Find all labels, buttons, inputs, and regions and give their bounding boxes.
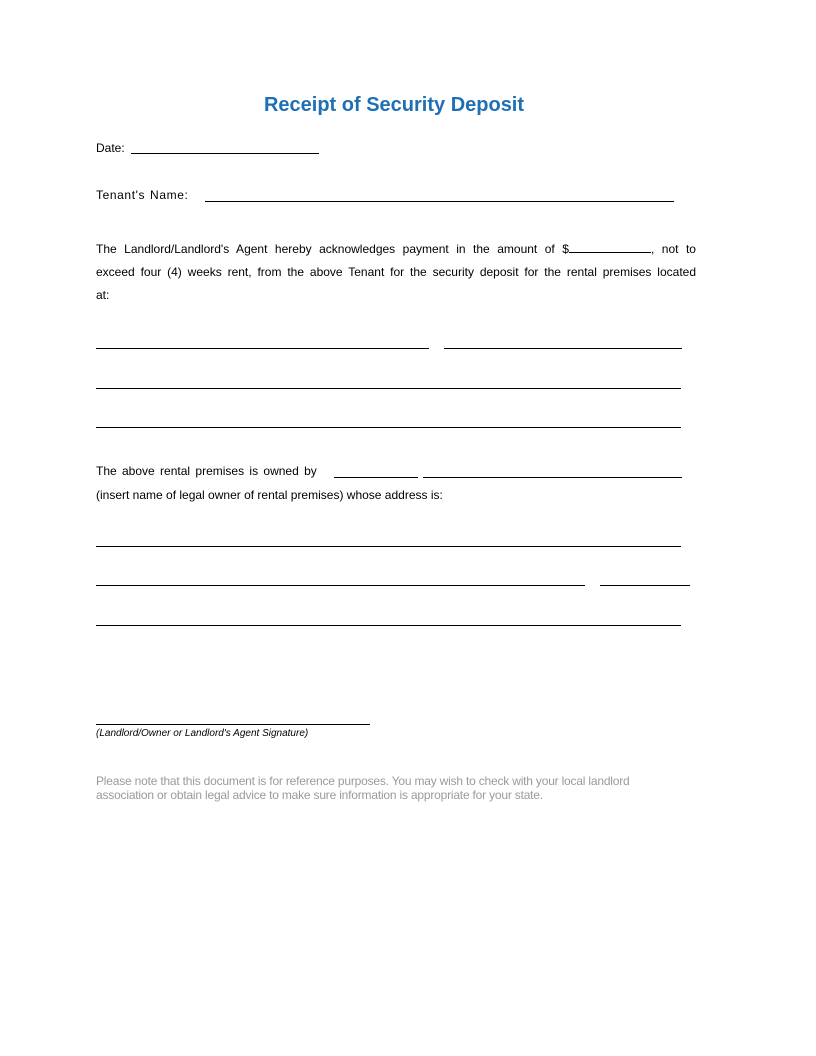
owner-insert-note: (insert name of legal owner of rental premises) whose address is: [96, 488, 443, 502]
owner-address-line-2b [600, 585, 690, 586]
acknowledgement-text-end: , not to exceed four (4) weeks rent, from the above Tenant for the security deposit for the rental premises located at: [96, 242, 696, 302]
signature-caption: (Landlord/Owner or Landlord's Agent Signature) [96, 728, 309, 739]
acknowledgement-paragraph [96, 238, 696, 307]
owner-address-line-2a [96, 585, 585, 586]
tenant-name-label: Tenant's Name: [96, 188, 189, 202]
owner-address-line-1 [96, 546, 681, 547]
owned-by-label: The above rental premises is owned by [96, 464, 317, 478]
premises-address-line-2 [96, 388, 681, 389]
date-blank-line [131, 153, 319, 154]
amount-blank-line [569, 241, 651, 253]
date-label: Date: [96, 141, 125, 155]
premises-address-line-1b [444, 348, 682, 349]
document-title: Receipt of Security Deposit [263, 94, 525, 116]
owner-address-line-3 [96, 625, 681, 626]
owner-name-blank-line-b [423, 477, 682, 478]
owned-by-row [96, 464, 317, 478]
disclaimer-note: Please note that this document is for reference purposes. You may wish to check with your local landlord association or obtain legal advice to make sure information is appropriate for your state. [96, 774, 630, 802]
premises-address-line-3 [96, 427, 681, 428]
owner-name-blank-line-a [334, 477, 418, 478]
tenant-name-blank-line [205, 201, 674, 202]
acknowledgement-text-start: The Landlord/Landlord's Agent hereby acknowledges payment in the amount of $ [96, 242, 569, 256]
premises-address-line-1a [96, 348, 429, 349]
signature-line [96, 724, 370, 725]
